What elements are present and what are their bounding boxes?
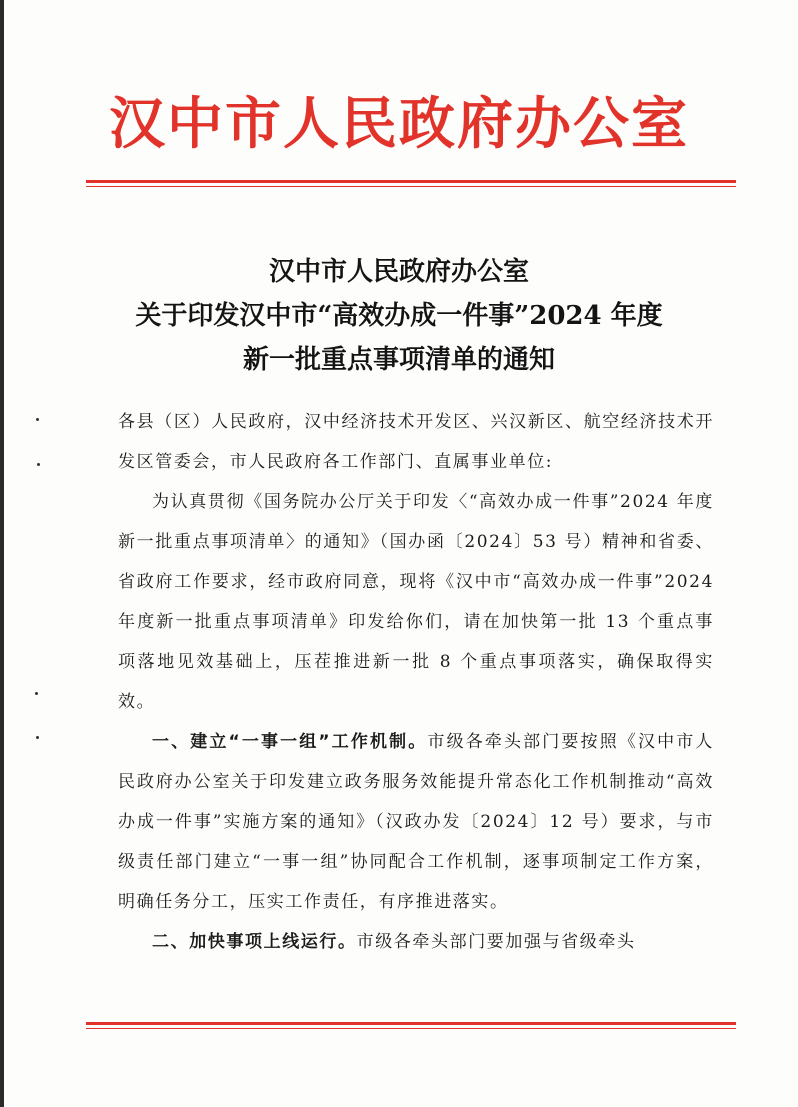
section-1-text: 市级各牵头部门要按照《汉中市人民政府办公室关于印发建立政务服务效能提升常态化工作机制推动“高效办成一件事”实施方案的通知》（汉政办发〔2024〕12 号）要求，与市级责任部门建立“一事一组”协同配合工作机制，逐事项制定工作方案，明确任务分工，压实工作责任，有序推进落实。 bbox=[118, 732, 714, 912]
scan-speck bbox=[35, 692, 38, 695]
scan-speck bbox=[37, 463, 40, 466]
document-title bbox=[0, 250, 798, 382]
masthead-rule-thick bbox=[86, 180, 736, 183]
intro-paragraph: 为认真贯彻《国务院办公厅关于印发〈“高效办成一件事”2024 年度新一批重点事项清单〉的通知》（国办函〔2024〕53 号）精神和省委、省政府工作要求，经市政府同意，现将《汉中市“高效办成一件事”2024 年度新一批重点事项清单》印发给你们，请在加快第一批 13 个重点事项落地见效基础上，压茬推进新一批 8 个重点事项落实，确保取得实效。 bbox=[118, 492, 714, 712]
document-body bbox=[118, 402, 714, 962]
masthead-rule-thin bbox=[86, 186, 736, 187]
section-1 bbox=[118, 722, 714, 922]
section-1-heading: 一、建立“一事一组”工作机制。 bbox=[152, 732, 428, 752]
footer-rule-thick bbox=[86, 1022, 736, 1025]
scan-speck bbox=[36, 418, 39, 421]
scan-speck bbox=[36, 736, 39, 739]
title-line-3: 新一批重点事项清单的通知 bbox=[242, 345, 555, 375]
masthead: 汉中市人民政府办公室 bbox=[109, 91, 689, 157]
scan-edge bbox=[0, 0, 4, 1107]
title-line-1: 汉中市人民政府办公室 bbox=[268, 257, 529, 287]
section-2 bbox=[118, 922, 714, 962]
section-2-text: 市级各牵头部门要加强与省级牵头 bbox=[356, 932, 636, 952]
footer-rule-thin bbox=[86, 1028, 736, 1029]
section-2-heading: 二、加快事项上线运行。 bbox=[152, 932, 357, 952]
salutation: 各县（区）人民政府，汉中经济技术开发区、兴汉新区、航空经济技术开发区管委会，市人民政府各工作部门、直属事业单位: bbox=[118, 412, 714, 472]
title-line-2: 关于印发汉中市“高效办成一件事”2024 年度 bbox=[135, 301, 663, 331]
